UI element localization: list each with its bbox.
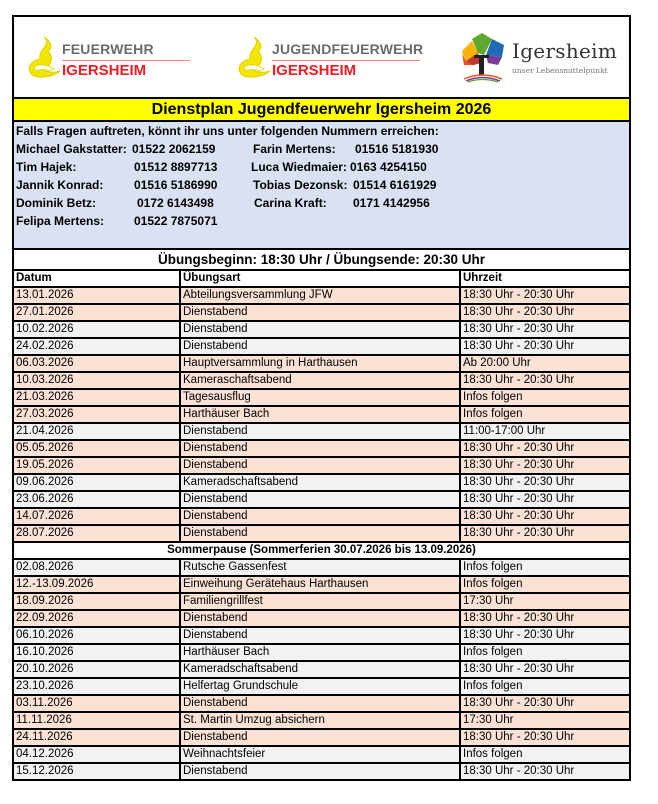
flame-lion-icon bbox=[234, 35, 274, 79]
igersheim-name: Igersheim bbox=[512, 39, 618, 63]
time-cell: Infos folgen bbox=[460, 406, 629, 423]
time-cell: 18:30 Uhr - 20:30 Uhr bbox=[460, 610, 629, 627]
contact-phone: 0171 4142956 bbox=[353, 196, 430, 210]
contact-phone: 01514 6161929 bbox=[353, 178, 437, 192]
date-cell: 28.07.2026 bbox=[14, 525, 180, 542]
igersheim-logo bbox=[454, 27, 616, 89]
contact-intro: Falls Fragen auftreten, könnt ihr uns unter folgenden Nummern erreichen: bbox=[16, 124, 439, 138]
header-date: Datum bbox=[14, 271, 180, 287]
type-cell: Dienstabend bbox=[180, 440, 460, 457]
table-row bbox=[14, 525, 629, 542]
time-cell: Ab 20:00 Uhr bbox=[460, 355, 629, 372]
time-cell: Infos folgen bbox=[460, 746, 629, 763]
date-cell: 18.09.2026 bbox=[14, 593, 180, 610]
training-times: Übungsbeginn: 18:30 Uhr / Übungsende: 20:30 Uhr bbox=[14, 250, 629, 271]
date-cell: 11.11.2026 bbox=[14, 712, 180, 729]
table-row bbox=[14, 440, 629, 457]
time-cell: Infos folgen bbox=[460, 644, 629, 661]
contact-name: Jannik Konrad: bbox=[16, 178, 104, 192]
type-cell: Familiengrillfest bbox=[180, 593, 460, 610]
contact-name: Tobias Dezonsk: bbox=[253, 178, 348, 192]
time-cell: 18:30 Uhr - 20:30 Uhr bbox=[460, 491, 629, 508]
time-cell: 18:30 Uhr - 20:30 Uhr bbox=[460, 729, 629, 746]
type-cell: Harthäuser Bach bbox=[180, 406, 460, 423]
type-cell: Hauptversammlung in Harthausen bbox=[180, 355, 460, 372]
time-cell: Infos folgen bbox=[460, 678, 629, 695]
type-cell: Einweihung Gerätehaus Harthausen bbox=[180, 576, 460, 593]
contact-section bbox=[14, 122, 629, 250]
date-cell: 14.07.2026 bbox=[14, 508, 180, 525]
table-row bbox=[14, 712, 629, 729]
feuerwehr-line2: IGERSHEIM bbox=[62, 62, 147, 79]
contact-phone: 0172 6143498 bbox=[137, 196, 214, 210]
contact-name: Michael Gakstatter: bbox=[16, 142, 127, 156]
date-cell: 10.02.2026 bbox=[14, 321, 180, 338]
type-cell: Dienstabend bbox=[180, 321, 460, 338]
time-cell: Infos folgen bbox=[460, 389, 629, 406]
date-cell: 15.12.2026 bbox=[14, 763, 180, 779]
page-title: Dienstplan Jugendfeuerwehr Igersheim 2026 bbox=[14, 99, 629, 122]
contact-name: Felipa Mertens: bbox=[16, 214, 105, 228]
type-cell: Kameradschaftsabend bbox=[180, 661, 460, 678]
table-row bbox=[14, 746, 629, 763]
table-row bbox=[14, 287, 629, 304]
table-row bbox=[14, 559, 629, 576]
type-cell: Dienstabend bbox=[180, 423, 460, 440]
table-row bbox=[14, 644, 629, 661]
time-cell: 18:30 Uhr - 20:30 Uhr bbox=[460, 525, 629, 542]
date-cell: 23.06.2026 bbox=[14, 491, 180, 508]
table-row bbox=[14, 610, 629, 627]
time-cell: 18:30 Uhr - 20:30 Uhr bbox=[460, 695, 629, 712]
contact-name: Luca Wiedmaier: bbox=[251, 160, 347, 174]
contact-name: Farin Mertens: bbox=[253, 142, 336, 156]
header-type: Übungsart bbox=[180, 271, 460, 287]
table-row bbox=[14, 304, 629, 321]
date-cell: 04.12.2026 bbox=[14, 746, 180, 763]
type-cell: St. Martin Umzug absichern bbox=[180, 712, 460, 729]
header-time: Uhrzeit bbox=[460, 271, 629, 287]
time-cell: 17:30 Uhr bbox=[460, 593, 629, 610]
table-row bbox=[14, 627, 629, 644]
type-cell: Rutsche Gassenfest bbox=[180, 559, 460, 576]
jugendfeuerwehr-logo bbox=[234, 35, 424, 81]
type-cell: Dienstabend bbox=[180, 508, 460, 525]
date-cell: 21.03.2026 bbox=[14, 389, 180, 406]
date-cell: 09.06.2026 bbox=[14, 474, 180, 491]
date-cell: 03.11.2026 bbox=[14, 695, 180, 712]
colorful-tree-icon bbox=[458, 31, 510, 83]
table-row bbox=[14, 355, 629, 372]
type-cell: Dienstabend bbox=[180, 525, 460, 542]
table-row bbox=[14, 321, 629, 338]
type-cell: Abteilungsversammlung JFW bbox=[180, 287, 460, 304]
jugendfeuerwehr-line2: IGERSHEIM bbox=[272, 62, 357, 79]
feuerwehr-logo bbox=[24, 35, 184, 81]
date-cell: 12.-13.09.2026 bbox=[14, 576, 180, 593]
table-row bbox=[14, 457, 629, 474]
contact-name: Carina Kraft: bbox=[254, 196, 327, 210]
jugendfeuerwehr-line1: JUGENDFEUERWEHR bbox=[272, 41, 424, 57]
type-cell: Harthäuser Bach bbox=[180, 644, 460, 661]
type-cell: Kameraschaftsabend bbox=[180, 372, 460, 389]
schedule-table bbox=[14, 271, 629, 779]
table-row bbox=[14, 338, 629, 355]
table-row bbox=[14, 678, 629, 695]
contact-name: Tim Hajek: bbox=[16, 160, 77, 174]
summer-break-label: Sommerpause (Sommerferien 30.07.2026 bis 13.09.2026) bbox=[14, 542, 629, 559]
table-row bbox=[14, 729, 629, 746]
igersheim-tagline: unser Lebensmittelpunkt bbox=[512, 66, 608, 75]
date-cell: 22.09.2026 bbox=[14, 610, 180, 627]
type-cell: Weihnachtsfeier bbox=[180, 746, 460, 763]
time-cell: 18:30 Uhr - 20:30 Uhr bbox=[460, 321, 629, 338]
table-row bbox=[14, 423, 629, 440]
time-cell: Infos folgen bbox=[460, 576, 629, 593]
type-cell: Dienstabend bbox=[180, 729, 460, 746]
date-cell: 06.10.2026 bbox=[14, 627, 180, 644]
time-cell: 18:30 Uhr - 20:30 Uhr bbox=[460, 474, 629, 491]
time-cell: 18:30 Uhr - 20:30 Uhr bbox=[460, 661, 629, 678]
contact-phone: 01512 8897713 bbox=[134, 160, 218, 174]
date-cell: 20.10.2026 bbox=[14, 661, 180, 678]
time-cell: 18:30 Uhr - 20:30 Uhr bbox=[460, 287, 629, 304]
type-cell: Dienstabend bbox=[180, 610, 460, 627]
time-cell: Infos folgen bbox=[460, 559, 629, 576]
contact-phone: 01516 5181930 bbox=[355, 142, 439, 156]
type-cell: Dienstabend bbox=[180, 304, 460, 321]
table-row bbox=[14, 389, 629, 406]
type-cell: Kameradschaftsabend bbox=[180, 474, 460, 491]
contact-phone: 01522 7875071 bbox=[134, 214, 218, 228]
table-row bbox=[14, 372, 629, 389]
date-cell: 05.05.2026 bbox=[14, 440, 180, 457]
summer-break-row bbox=[14, 542, 629, 559]
date-cell: 06.03.2026 bbox=[14, 355, 180, 372]
type-cell: Dienstabend bbox=[180, 695, 460, 712]
table-row bbox=[14, 406, 629, 423]
date-cell: 27.01.2026 bbox=[14, 304, 180, 321]
feuerwehr-line1: FEUERWEHR bbox=[62, 41, 154, 57]
table-row bbox=[14, 593, 629, 610]
table-row bbox=[14, 508, 629, 525]
time-cell: 18:30 Uhr - 20:30 Uhr bbox=[460, 372, 629, 389]
time-cell: 18:30 Uhr - 20:30 Uhr bbox=[460, 763, 629, 779]
date-cell: 19.05.2026 bbox=[14, 457, 180, 474]
type-cell: Tagesausflug bbox=[180, 389, 460, 406]
table-row bbox=[14, 695, 629, 712]
flame-lion-icon bbox=[24, 35, 64, 79]
time-cell: 18:30 Uhr - 20:30 Uhr bbox=[460, 457, 629, 474]
type-cell: Helfertag Grundschule bbox=[180, 678, 460, 695]
date-cell: 02.08.2026 bbox=[14, 559, 180, 576]
type-cell: Dienstabend bbox=[180, 763, 460, 779]
logo-rule bbox=[272, 60, 420, 61]
table-row bbox=[14, 474, 629, 491]
date-cell: 13.01.2026 bbox=[14, 287, 180, 304]
type-cell: Dienstabend bbox=[180, 491, 460, 508]
time-cell: 18:30 Uhr - 20:30 Uhr bbox=[460, 304, 629, 321]
date-cell: 10.03.2026 bbox=[14, 372, 180, 389]
date-cell: 21.04.2026 bbox=[14, 423, 180, 440]
time-cell: 18:30 Uhr - 20:30 Uhr bbox=[460, 627, 629, 644]
table-row bbox=[14, 763, 629, 779]
time-cell: 18:30 Uhr - 20:30 Uhr bbox=[460, 440, 629, 457]
date-cell: 27.03.2026 bbox=[14, 406, 180, 423]
contact-phone: 01516 5186990 bbox=[134, 178, 218, 192]
time-cell: 18:30 Uhr - 20:30 Uhr bbox=[460, 508, 629, 525]
type-cell: Dienstabend bbox=[180, 338, 460, 355]
contact-phone: 0163 4254150 bbox=[350, 160, 427, 174]
table-header-row bbox=[14, 271, 629, 287]
date-cell: 23.10.2026 bbox=[14, 678, 180, 695]
time-cell: 11:00-17:00 Uhr bbox=[460, 423, 629, 440]
table-row bbox=[14, 576, 629, 593]
time-cell: 17:30 Uhr bbox=[460, 712, 629, 729]
time-cell: 18:30 Uhr - 20:30 Uhr bbox=[460, 338, 629, 355]
logo-header bbox=[14, 17, 629, 99]
table-row bbox=[14, 491, 629, 508]
schedule-document bbox=[12, 15, 631, 781]
type-cell: Dienstabend bbox=[180, 457, 460, 474]
date-cell: 24.11.2026 bbox=[14, 729, 180, 746]
type-cell: Dienstabend bbox=[180, 627, 460, 644]
logo-rule bbox=[62, 60, 190, 61]
date-cell: 24.02.2026 bbox=[14, 338, 180, 355]
date-cell: 16.10.2026 bbox=[14, 644, 180, 661]
contact-phone: 01522 2062159 bbox=[132, 142, 216, 156]
contact-name: Dominik Betz: bbox=[16, 196, 97, 210]
table-row bbox=[14, 661, 629, 678]
